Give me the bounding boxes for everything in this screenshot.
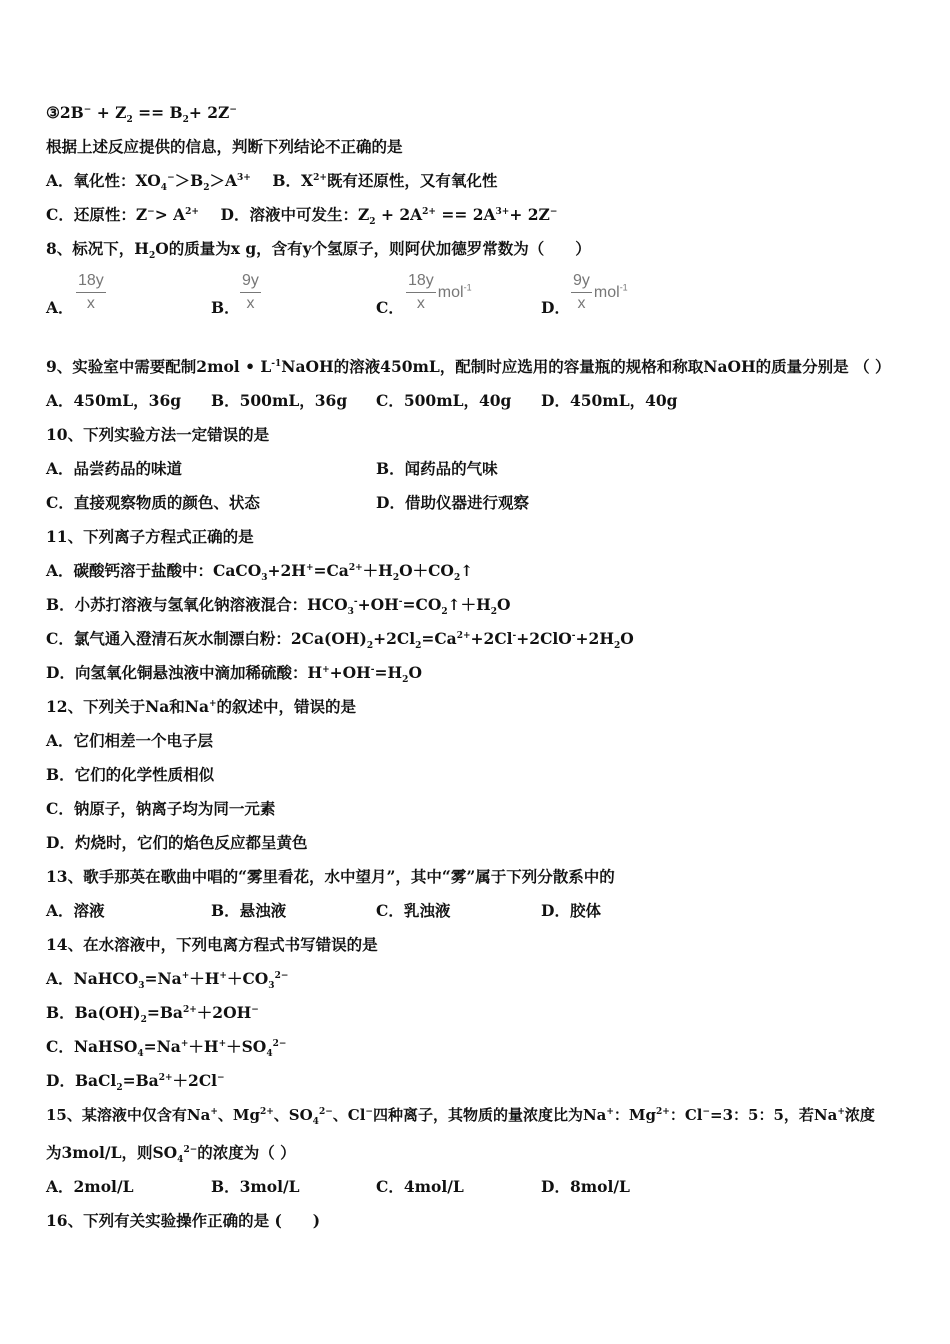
q9-option-a: A．450mL，36g [46,391,182,410]
q13-option-a: A．溶液 [46,901,105,920]
q8-option-a-fraction: $\frac{18y}{x}$ [78,272,104,312]
q9-stem: 9、实验室中需要配制2mol • $L^{-1}NaOH$的溶液450mL，配制时应选用的容量瓶的规格和称取NaOH的质量分别是 （ ） [46,357,891,376]
q8-option-c: C． [376,298,404,317]
q13-option-b: B．悬浊液 [211,901,287,920]
q14-stem: 14、在水溶液中，下列电离方程式书写错误的是 [46,935,378,954]
q7-reaction-3: ③2B− + $Z_2 == B_2+ 2Z^-$ [46,103,237,126]
q15-option-d: D．8mol/L [541,1177,630,1196]
q14-option-a: A．$NaHCO_3=Na^++H^++CO_3^{2-}$ [46,969,289,992]
q8-option-d-expr: $\frac{9y}{x}$ mol$^{-1}$ [573,272,628,312]
q15-stem-line2: 为3mol/L，则$SO_4^{2-}$的浓度为（ ） [46,1143,296,1166]
q7-stem: 根据上述反应提供的信息，判断下列结论不正确的是 [46,137,403,156]
q12-stem: 12、下列关于Na和Na+的叙述中，错误的是 [46,697,357,716]
q10-option-a: A．品尝药品的味道 [46,459,183,478]
q15-option-a: A．2mol/L [46,1177,134,1196]
q14-option-c: C．$NaHSO_4=Na^++H^++SO_4^{2-}$ [46,1037,287,1060]
q16-stem: 16、下列有关实验操作正确的是 ( ) [46,1211,321,1230]
q12-option-a: A．它们相差一个电子层 [46,731,214,750]
q8-option-b-fraction: $\frac{9y}{x}$ [242,272,259,312]
q9-option-c: C．500mL，40g [376,391,512,410]
q15-option-b: B．3mol/L [211,1177,300,1196]
q7-options-cd: C．还原性：$Z^-> A^{2+}$ D．溶液中可发生：$Z_2 + 2A^{2+} == 2A^{3+}+ 2Z^-$ [46,205,558,228]
q7-options-ab: A．氧化性：$XO_4^->B_2>A^{3+}$ B．$X^{2+}$既有还原性，又有氧化性 [46,171,498,194]
q10-option-b: B．闻药品的气味 [376,459,498,478]
q9-option-b: B．500mL，36g [211,391,348,410]
q11-option-b: B．小苏打溶液与氢氧化钠溶液混合：$HCO_3^-+OH^-=CO_2↑+H_2O$ [46,595,511,618]
q14-option-b: B．$Ba(OH)_2=Ba^{2+}+2OH^-$ [46,1003,259,1026]
q10-stem: 10、下列实验方法一定错误的是 [46,425,270,444]
q13-option-c: C．乳浊液 [376,901,451,920]
q8-stem: 8、标况下，$H_2O$的质量为x g，含有y个氢原子，则阿伏加德罗常数为（ ） [46,239,591,262]
q8-option-a: A． [46,298,74,317]
q8-option-d: D． [541,298,570,317]
q10-option-c: C．直接观察物质的颜色、状态 [46,493,260,512]
q10-option-d: D．借助仪器进行观察 [376,493,529,512]
q13-stem: 13、歌手那英在歌曲中唱的“雾里看花，水中望月”，其中“雾”属于下列分散系中的 [46,867,615,886]
q8-option-c-expr: $\frac{18y}{x}$ mol$^{-1}$ [408,272,472,312]
q15-option-c: C．4mol/L [376,1177,464,1196]
q11-stem: 11、下列离子方程式正确的是 [46,527,254,546]
q9-option-d: D．450mL，40g [541,391,678,410]
q8-option-b: B． [211,298,240,317]
q12-option-d: D．灼烧时，它们的焰色反应都呈黄色 [46,833,308,852]
q11-option-a: A．碳酸钙溶于盐酸中：$CaCO_3+2H^+=Ca^{2+}+H_2O+CO_2↑$ [46,561,474,584]
q11-option-c: C．氯气通入澄清石灰水制漂白粉：$2Ca(OH)_2+2Cl_2=Ca^{2+}+2Cl^-+2ClO^-+2H_2O$ [46,629,634,652]
q13-option-d: D．胶体 [541,901,601,920]
q12-option-c: C．钠原子，钠离子均为同一元素 [46,799,276,818]
q15-stem-line1: 15、某溶液中仅含有Na+、$Mg^{2+}$、$SO_4^{2-}$、Cl−四种离子，其物质的量浓度比为Na+：$Mg^{2+}$：Cl−=3：5：5，若Na+浓度 [46,1106,875,1127]
q11-option-d: D．向氢氧化铜悬浊液中滴加稀硫酸：$H^++OH^-=H_2O$ [46,663,422,686]
q12-option-b: B．它们的化学性质相似 [46,765,215,784]
q14-option-d: D．$BaCl_2=Ba^{2+}+2Cl^-$ [46,1071,225,1094]
